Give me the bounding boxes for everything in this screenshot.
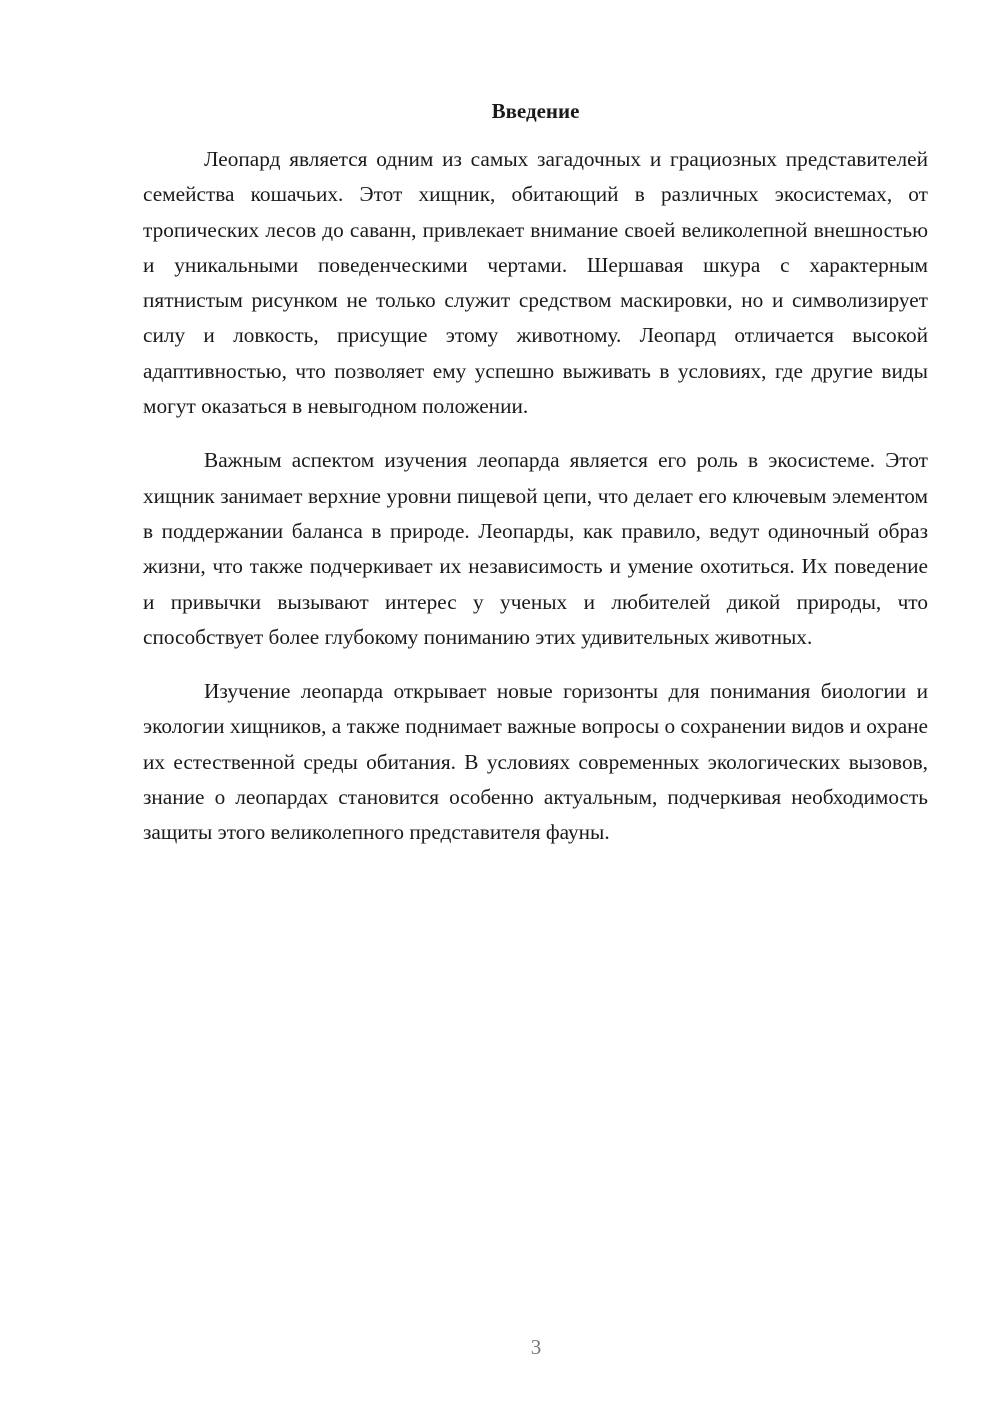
paragraph-3: Изучение леопарда открывает новые горизонты для понимания биологии и экологии хищников, а также поднимает важные вопросы о сохранении видов и охране их естественной среды обитания. В условиях современных экологических вызовов, знание о леопардах становится особенно актуальным, подчеркивая необходимость защиты этого великолепного представителя фауны. <box>143 679 928 845</box>
paragraph-2: Важным аспектом изучения леопарда является его роль в экосистеме. Этот хищник занимает верхние уровни пищевой цепи, что делает его ключевым элементом в поддержании баланса в природе. Леопарды, как правило, ведут одиночный образ жизни, что также подчеркивает их независимость и умение охотиться. Их поведение и привычки вызывают интерес у ученых и любителей дикой природы, что способствует более глубокому пониманию этих удивительных животных. <box>143 448 928 649</box>
paragraph-1: Леопард является одним из самых загадочных и грациозных представителей семейства кошачьих. Этот хищник, обитающий в различных экосистемах, от тропических лесов до саванн, привлекает внимание своей великолепной внешностью и уникальными поведенческими чертами. Шершавая шкура с характерным пятнистым рисунком не только служит средством маскировки, но и символизирует силу и ловкость, присущие этому животному. Леопард отличается высокой адаптивностью, что позволяет ему успешно выживать в условиях, где другие виды могут оказаться в невыгодном положении. <box>143 147 928 419</box>
section-heading: Введение <box>491 99 580 123</box>
page-number: 3 <box>530 1335 542 1359</box>
body-text <box>143 142 928 870</box>
